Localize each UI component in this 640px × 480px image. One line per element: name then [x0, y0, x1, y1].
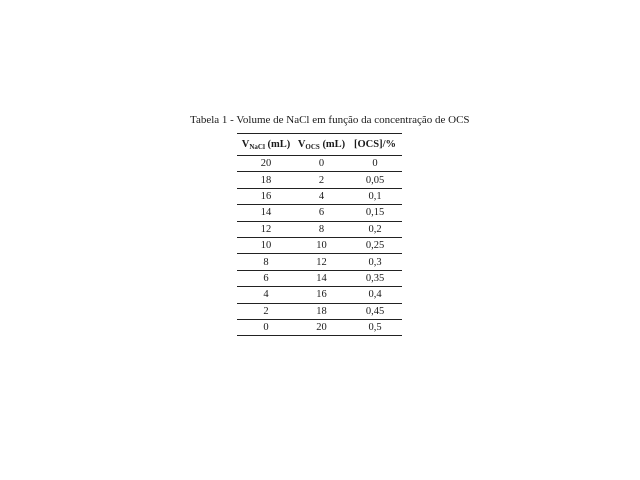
cell-v-nacl: 12: [237, 221, 295, 237]
cell-ocs-concentration: 0: [348, 156, 402, 172]
cell-v-ocs: 16: [295, 287, 348, 303]
table-row: [237, 303, 402, 319]
cell-v-nacl: 6: [237, 270, 295, 286]
table-row: [237, 156, 402, 172]
data-table: [237, 133, 402, 336]
cell-v-ocs: 0: [295, 156, 348, 172]
table-row: [237, 319, 402, 335]
table-row: [237, 287, 402, 303]
table-caption: Tabela 1 - Volume de NaCl em função da concentração de OCS: [190, 114, 470, 126]
cell-v-ocs: 8: [295, 221, 348, 237]
cell-v-ocs: 12: [295, 254, 348, 270]
cell-ocs-concentration: 0,3: [348, 254, 402, 270]
cell-v-nacl: 20: [237, 156, 295, 172]
table-row: [237, 188, 402, 204]
col-header-subscript: NaCl: [249, 142, 265, 151]
table-row: [237, 237, 402, 253]
col-header-v-nacl: [237, 134, 295, 156]
table-row: [237, 172, 402, 188]
cell-ocs-concentration: 0,25: [348, 237, 402, 253]
col-header-unit: (mL): [264, 138, 291, 150]
cell-ocs-concentration: 0,4: [348, 287, 402, 303]
col-header-main: V: [241, 138, 250, 150]
table-row: [237, 254, 402, 270]
cell-v-nacl: 0: [237, 319, 295, 335]
table-row: [237, 270, 402, 286]
cell-v-nacl: 14: [237, 205, 295, 221]
cell-v-ocs: 4: [295, 188, 348, 204]
cell-v-ocs: 2: [295, 172, 348, 188]
table-row: [237, 221, 402, 237]
table-row: [237, 205, 402, 221]
header-row: [237, 134, 402, 156]
cell-ocs-concentration: 0,1: [348, 188, 402, 204]
cell-ocs-concentration: 0,2: [348, 221, 402, 237]
col-header-ocs-concentration: [348, 134, 402, 156]
cell-v-ocs: 10: [295, 237, 348, 253]
cell-v-nacl: 16: [237, 188, 295, 204]
cell-v-ocs: 14: [295, 270, 348, 286]
cell-ocs-concentration: 0,05: [348, 172, 402, 188]
cell-v-nacl: 8: [237, 254, 295, 270]
cell-v-ocs: 18: [295, 303, 348, 319]
col-header-unit: (mL): [319, 138, 346, 150]
cell-ocs-concentration: 0,5: [348, 319, 402, 335]
col-header-main: [OCS]/%: [354, 139, 396, 150]
cell-v-nacl: 10: [237, 237, 295, 253]
cell-v-nacl: 18: [237, 172, 295, 188]
cell-ocs-concentration: 0,35: [348, 270, 402, 286]
cell-ocs-concentration: 0,15: [348, 205, 402, 221]
cell-v-nacl: 4: [237, 287, 295, 303]
cell-v-ocs: 6: [295, 205, 348, 221]
col-header-subscript: OCS: [305, 142, 320, 151]
cell-ocs-concentration: 0,45: [348, 303, 402, 319]
cell-v-nacl: 2: [237, 303, 295, 319]
cell-v-ocs: 20: [295, 319, 348, 335]
col-header-main: V: [297, 138, 306, 150]
col-header-v-ocs: [295, 134, 348, 156]
